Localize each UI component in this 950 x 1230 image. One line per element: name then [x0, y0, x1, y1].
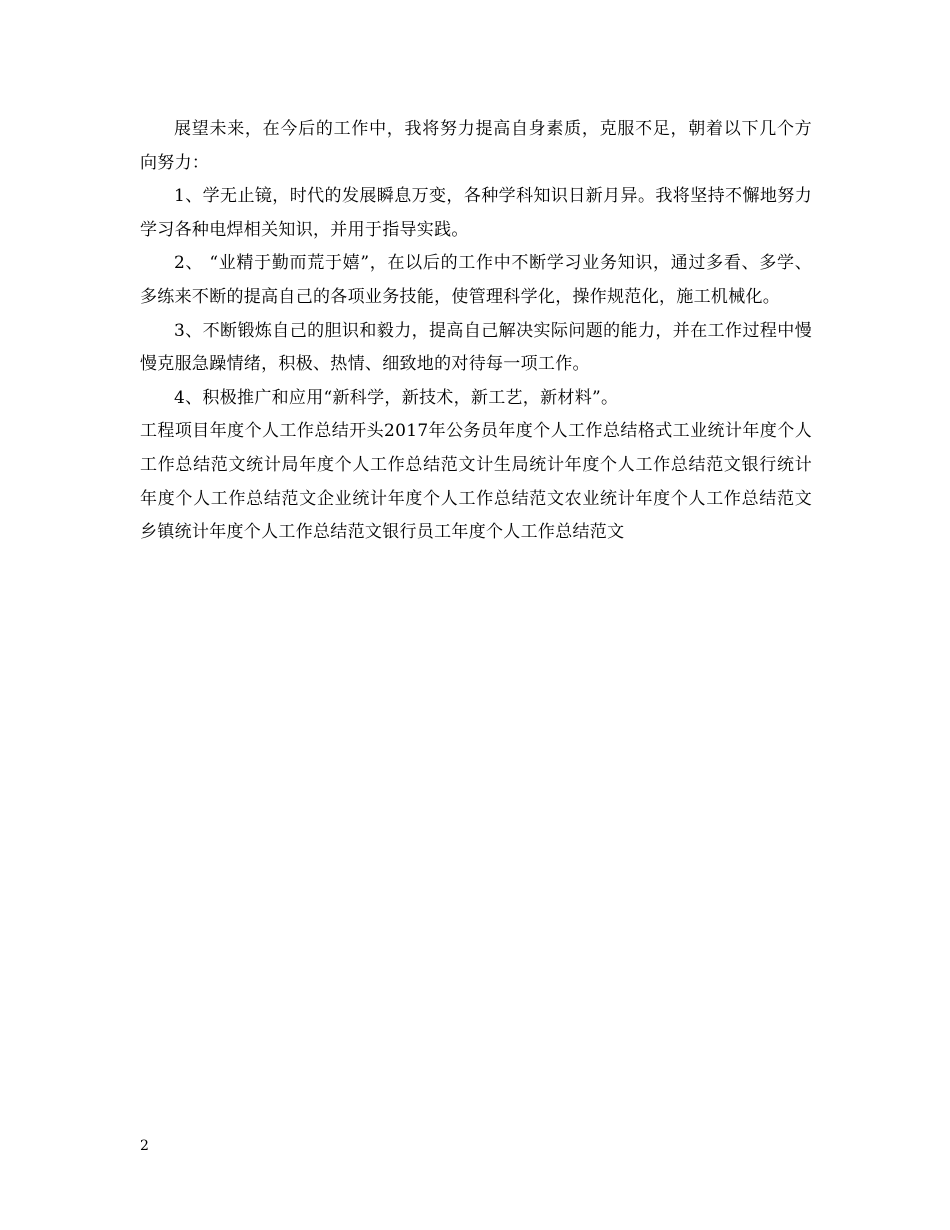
paragraph-item-1: 1、学无止镜，时代的发展瞬息万变，各种学科知识日新月异。我将坚持不懈地努力学习各种电焊相关知识，并用于指导实践。	[140, 186, 812, 240]
document-body	[140, 113, 812, 550]
paragraph-item-2: 2、 “业精于勤而荒于嬉”，在以后的工作中不断学习业务知识，通过多看、多学、多练来不断的提高自己的各项业务技能，使管理科学化，操作规范化，施工机械化。	[140, 253, 812, 307]
paragraph-outlook: 展望未来，在今后的工作中，我将努力提高自身素质，克服不足，朝着以下几个方向努力：	[140, 119, 812, 173]
related-articles-text: 工程项目年度个人工作总结开头2017年公务员年度个人工作总结格式工业统计年度个人工作总结范文统计局年度个人工作总结范文计生局统计年度个人工作总结范文银行统计年度个人工作总结范文企业统计年度个人工作总结范文农业统计年度个人工作总结范文乡镇统计年度个人工作总结范文银行员工年度个人工作总结范文	[140, 421, 812, 543]
paragraph-item-3: 3、不断锻炼自己的胆识和毅力，提高自己解决实际问题的能力，并在工作过程中慢慢克服急躁情绪，积极、热情、细致地的对待每一项工作。	[140, 320, 812, 375]
paragraph-item-4: 4、积极推广和应用“新科学，新技术，新工艺，新材料”。	[174, 387, 619, 408]
page-number: 2	[140, 1138, 149, 1154]
